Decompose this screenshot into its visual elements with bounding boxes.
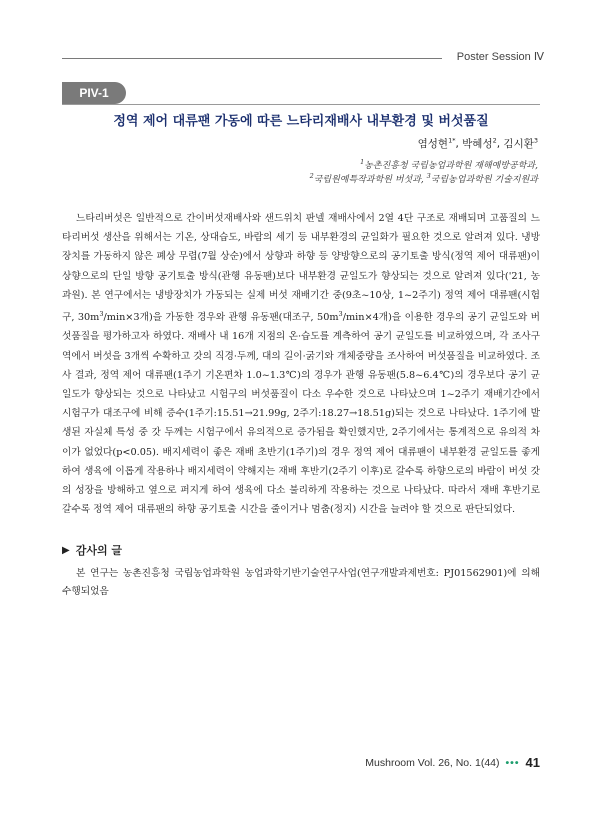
abstract-body bbox=[62, 209, 540, 519]
abstract-sup: 3 bbox=[338, 310, 343, 319]
affiliation: 국립원예특작과학원 버섯과, bbox=[313, 175, 424, 185]
author-name: 염성현 bbox=[417, 138, 449, 150]
abstract-paragraph bbox=[62, 209, 540, 519]
poster-id-label: PIV-1 bbox=[79, 86, 109, 100]
author-sup: 2 bbox=[492, 136, 497, 145]
author-sep: , bbox=[496, 138, 504, 150]
author-sup: 3 bbox=[533, 136, 538, 145]
author-name: 박혜성 bbox=[462, 138, 493, 150]
paper-title: 정역 제어 대류팬 가동에 따른 느타리재배사 내부환경 및 버섯품질 bbox=[113, 114, 489, 129]
author-sep: , bbox=[455, 138, 463, 150]
affiliation: 농촌진흥청 국립농업과학원 재해예방공학과, bbox=[364, 161, 538, 171]
title-rule bbox=[62, 104, 540, 105]
acknowledgment-title: 감사의 글 bbox=[75, 544, 123, 557]
author-list bbox=[418, 136, 538, 151]
abstract-text: 느타리버섯은 일반적으로 간이버섯재배사와 샌드위치 판넬 재배사에서 2열 4단 구조로 재배되며 고품질의 느타리버섯 생산을 위해서는 기온, 상대습도, 바람의 세기 등 내부환경의 균일화가 필요한 것으로 알려져 있다. 냉방장치를 가동하지 않은 폐상 무렵(7월 상순)에서 상향과 하향 등 양방향으로의 공기토출 방식(정역 제어 대류팬)이 상향으로의 단일 방향 공기토출 방식(관행 유동팬)보다 내부환경 균일도가 향상되는 것으로 알려져 있다('21, 농과원). 본 연구에서는 냉방장치가 가동되는 실제 버섯 재배기간 중(9초~10상, 1~2주기) 정역 제어 대류팬(시험구, 30m bbox=[62, 213, 540, 324]
author-sup: 1* bbox=[448, 136, 456, 145]
acknowledgment-body bbox=[62, 565, 540, 601]
aff-sup: 1 bbox=[360, 158, 365, 166]
aff-sup: 2 bbox=[309, 172, 314, 180]
acknowledgment-heading bbox=[62, 542, 122, 558]
journal-citation: Mushroom Vol. 26, No. 1(44) bbox=[365, 756, 500, 769]
abstract-text: /min×3개)을 가동한 경우와 관행 유동팬(대조구, 50m bbox=[103, 312, 339, 324]
poster-id-tag bbox=[62, 82, 126, 104]
acknowledgment-text: 본 연구는 농촌진흥청 국립농업과학원 농업과학기반기술연구사업(연구개발과제번호: PJ01562901)에 의해 수행되었음 bbox=[62, 568, 540, 597]
dots-icon: ••• bbox=[505, 756, 520, 769]
abstract-text: /min×4개)을 이용한 경우의 공기 균일도와 버섯품질을 평가하고자 하였다. 재배사 내 16개 지점의 온·습도를 계측하여 공기 균일도를 비교하였으며, 각 조사구역에서 버섯을 3개씩 수확하고 갓의 직경·두께, 대의 길이·굵기와 개체중량을 조사하여 버섯품질을 비교하였다. 조사 결과, 정역 제어 대류팬(1주기 기온편차 1.0~1.3℃)의 경우가 관행 유동팬(5.8~6.4℃)의 경우보다 공기 균일도가 향상되는 것으로 나타났고 시험구의 버섯품질이 다소 우수한 것으로 나타났으며 1~2주기 재배기간에서 시험구가 대조구에 비해 증수(1주기:15.51→21.99g, 2주기:18.27→18.51g)되는 것으로 나타났다. 1주기에 발생된 자실체 특성 중 갓 두께는 시험구에서 유의적으로 증가됨을 확인했지만, 2주기에서는 통계적으로 유의적 차이가 없었다(p<0.05). 배지세력이 좋은 재배 초반기(1주기)의 경우 정역 제어 대류팬이 내부환경 균일도를 좋게 하여 생육에 이롭게 작용하나 배지세력이 약해지는 재배 후반기(2주기 이후)로 갈수록 하향으로의 바람이 버섯 갓의 성장을 방해하고 옆으로 퍼지게 하여 생육에 다소 불리하게 작용하는 것으로 나타났다. 따라서 재배 후반기로 갈수록 정역 제어 대류팬의 하향 공기토출 시간을 줄이거나 멈춤(정지) 시간을 늘려야 할 것으로 판단되었다. bbox=[62, 312, 540, 516]
aff-sup: 3 bbox=[426, 172, 431, 180]
session-label: Poster Session Ⅳ bbox=[456, 51, 544, 63]
affiliation-line-2 bbox=[310, 172, 538, 185]
header-rule bbox=[62, 58, 442, 59]
triangle-bullet-icon: ▶ bbox=[62, 544, 70, 556]
page-footer bbox=[365, 755, 540, 770]
page-number: 41 bbox=[525, 755, 540, 770]
affiliation: 국립농업과학원 기술지원과 bbox=[430, 175, 538, 185]
abstract-sup: 3 bbox=[99, 310, 104, 319]
affiliation-line-1 bbox=[360, 158, 538, 171]
author-name: 김시환 bbox=[503, 138, 534, 150]
